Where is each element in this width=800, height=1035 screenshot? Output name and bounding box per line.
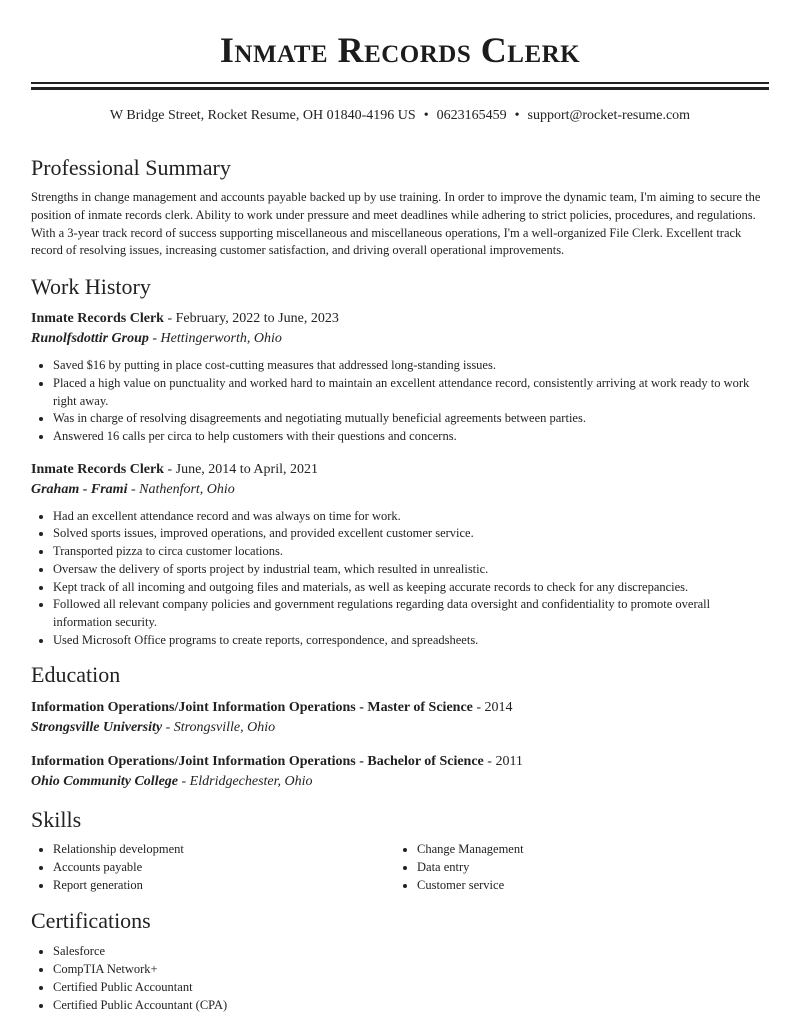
skills-column-left — [31, 841, 395, 894]
skill-item: • Relationship development — [53, 841, 395, 859]
job-bullet: • Placed a high value on punctuality and worked hard to maintain an excellent attendance record, consistently arriving at work ready to work right away. — [53, 375, 769, 410]
summary-text: Strengths in change management and accounts payable backed up by use training. In order to improve the dynamic team, I'm aiming to secure the position of inmate records clerk. Ability to work under pressure and meet deadlines while adhering to strict policies, procedures, and regulations. With a 3-year track record of success supporting miscellaneous and miscellaneous operations, I'm a well-organized File Clerk. Excellent track record of resolving issues, increasing customer satisfaction, and driving overall operational improvements. — [31, 190, 761, 258]
job-heading — [31, 310, 769, 328]
job-bullet: • Was in charge of resolving disagreements and negotiating mutually beneficial agreements between parties. — [53, 410, 769, 428]
certification-item: • CompTIA Network+ — [53, 961, 769, 979]
skill-item: • Accounts payable — [53, 859, 395, 877]
job-entry — [31, 461, 769, 650]
education-heading — [31, 699, 769, 717]
job-dates: - February, 2022 to June, 2023 — [163, 311, 339, 327]
contact-phone: 0623165459 — [436, 108, 507, 123]
contact-email[interactable]: support@rocket-resume.com — [527, 108, 691, 123]
skill-item: • Report generation — [53, 877, 395, 895]
education-entry — [31, 699, 769, 737]
skills-list — [395, 841, 759, 894]
job-location: - Nathenfort, Ohio — [127, 481, 235, 497]
skill-item: • Customer service — [417, 877, 759, 895]
section-title-work-history: Work History — [31, 274, 151, 300]
certification-item: • Certified Public Accountant (CPA) — [53, 997, 769, 1015]
header-divider-bottom — [31, 87, 769, 90]
education-year: - 2011 — [483, 754, 523, 770]
section-title-education: Education — [31, 662, 121, 688]
job-location: - Hettingerworth, Ohio — [148, 331, 282, 347]
education-year: - 2014 — [472, 700, 513, 716]
job-entry — [31, 310, 769, 446]
education-location: - Strongsville, Ohio — [162, 720, 276, 736]
job-role: Inmate Records Clerk — [31, 461, 164, 477]
job-bullet: • Followed all relevant company policies and government regulations regarding data oversight and confidentiality to promote overall information security. — [53, 596, 769, 631]
skills-section — [31, 807, 769, 894]
contact-separator: • — [514, 108, 520, 123]
job-role: Inmate Records Clerk — [31, 311, 164, 327]
education-degree: Information Operations/Joint Information Operations - Master of Science — [31, 700, 473, 716]
summary-section — [31, 155, 769, 260]
header-divider-top — [31, 82, 769, 84]
skills-list — [31, 841, 395, 894]
job-bullet-list — [31, 508, 769, 650]
job-company: Graham - Frami — [31, 481, 128, 497]
job-bullet: • Answered 16 calls per circa to help customers with their questions and concerns. — [53, 428, 769, 446]
contact-line — [31, 107, 769, 125]
job-bullet: • Oversaw the delivery of sports project by industrial team, which resulted in unrealistic. — [53, 561, 769, 579]
education-location: - Eldridgechester, Ohio — [178, 774, 313, 790]
job-bullet-list — [31, 357, 769, 446]
certifications-list — [31, 943, 769, 1014]
education-degree: Information Operations/Joint Information Operations - Bachelor of Science — [31, 754, 484, 770]
work-history-section — [31, 274, 769, 649]
job-dates: - June, 2014 to April, 2021 — [163, 461, 318, 477]
job-company-line — [31, 330, 769, 348]
education-school-line — [31, 773, 769, 791]
education-entry — [31, 753, 769, 791]
education-section — [31, 662, 769, 791]
skills-grid — [31, 841, 769, 894]
job-bullet: • Had an excellent attendance record and was always on time for work. — [53, 508, 769, 526]
job-company: Runolfsdottir Group — [31, 331, 149, 347]
job-bullet: • Transported pizza to circa customer locations. — [53, 543, 769, 561]
certifications-section — [31, 908, 769, 1014]
resume-name: Inmate Records Clerk — [219, 30, 581, 70]
certification-item: • Salesforce — [53, 943, 769, 961]
skill-item: • Data entry — [417, 859, 759, 877]
skills-column-right — [395, 841, 759, 894]
education-school-line — [31, 719, 769, 737]
education-school: Ohio Community College — [31, 774, 179, 790]
section-title-skills: Skills — [31, 807, 82, 833]
job-bullet: • Saved $16 by putting in place cost-cutting measures that addressed long-standing issues. — [53, 357, 769, 375]
job-bullet: • Solved sports issues, improved operations, and provided excellent customer service. — [53, 525, 769, 543]
section-title-certifications: Certifications — [31, 908, 151, 934]
section-title-summary: Professional Summary — [31, 155, 231, 180]
job-heading — [31, 461, 769, 479]
job-bullet: • Used Microsoft Office programs to create reports, correspondence, and spreadsheets. — [53, 632, 769, 650]
skill-item: • Change Management — [417, 841, 759, 859]
contact-separator: • — [423, 108, 429, 123]
education-school: Strongsville University — [31, 720, 163, 736]
certification-item: • Certified Public Accountant — [53, 979, 769, 997]
contact-address: W Bridge Street, Rocket Resume, OH 01840-4196 US — [109, 108, 416, 123]
job-bullet: • Kept track of all incoming and outgoing files and materials, as well as keeping accurate records to check for any discrepancies. — [53, 579, 769, 597]
education-heading — [31, 753, 769, 771]
job-company-line — [31, 481, 769, 499]
